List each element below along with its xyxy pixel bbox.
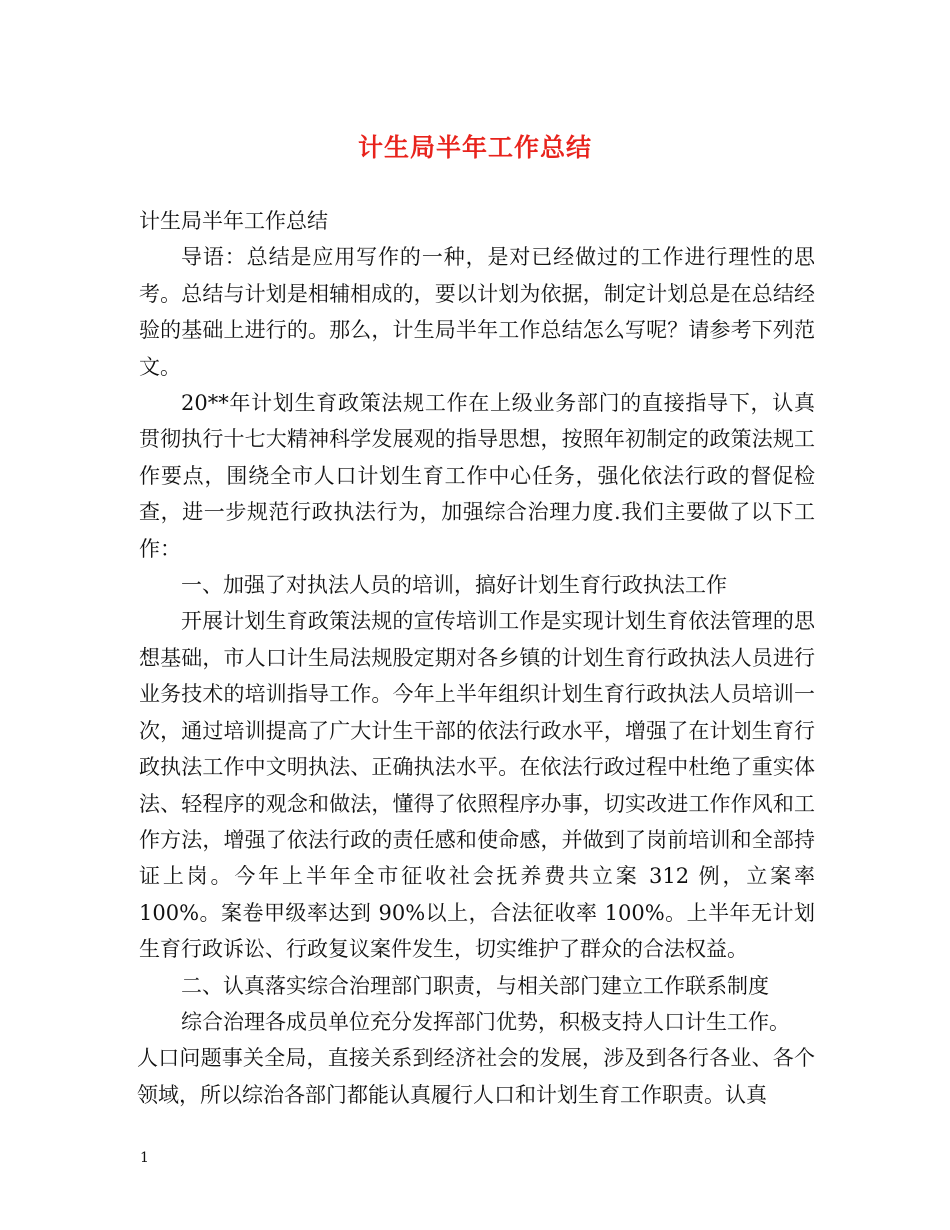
section-2-paragraph: 综合治理各成员单位充分发挥部门优势，积极支持人口计生工作。 xyxy=(181,1009,790,1034)
section-1-paragraph: 开展计划生育政策法规的宣传培训工作是实现计划生育依法管理的思想基础，市人口计生局法规股定期对各乡镇的计划生育行政执法人员进行业务技术的培训指导工作。今年上半年组织计划生育行政执法人员培训一次，通过培训提高了广大计生干部的依法行政水平，增强了在计划生育行政执法工作中文明执法、正确执法水平。在依法行政过程中杜绝了重实体法、轻程序的观念和做法，懂得了依照程序办事，切实改进工作作风和工作方法，增强了依法行政的责任感和使命感，并做到了岗前培训和全部持证上岗。今年上半年全市征收社会抚养费共立案 312 例，立案率 100%。案卷甲级率达到 90%以上，合法征收率 100%。上半年无计划生育行政诉讼、行政复议案件发生，切实维护了群众的合法权益。 xyxy=(139,609,815,962)
section-heading-2: 二、认真落实综合治理部门职责，与相关部门建立工作联系制度 xyxy=(181,973,769,998)
page-number: 1 xyxy=(140,1150,149,1166)
overview-paragraph: 20**年计划生育政策法规工作在上级业务部门的直接指导下，认真贯彻执行十七大精神科学发展观的指导思想，按照年初制定的政策法规工作要点，围绕全市人口计划生育工作中心任务，强化依法行政的督促检查，进一步规范行政执法行为，加强综合治理力度.我们主要做了以下工作： xyxy=(139,391,815,561)
document-body xyxy=(139,203,815,1113)
document-title: 计生局半年工作总结 xyxy=(357,133,592,162)
subtitle-paragraph: 计生局半年工作总结 xyxy=(139,209,328,233)
intro-paragraph: 导语：总结是应用写作的一种，是对已经做过的工作进行理性的思考。总结与计划是相辅相成的，要以计划为依据，制定计划总是在总结经验的基础上进行的。那么，计生局半年工作总结怎么写呢？请参考下列范文。 xyxy=(139,245,815,379)
section-2-continuation: 人口问题事关全局，直接关系到经济社会的发展，涉及到各行各业、各个领域，所以综治各部门都能认真履行人口和计划生育工作职责。认真 xyxy=(137,1046,815,1107)
section-heading-1: 一、加强了对执法人员的培训，搞好计划生育行政执法工作 xyxy=(181,573,727,598)
